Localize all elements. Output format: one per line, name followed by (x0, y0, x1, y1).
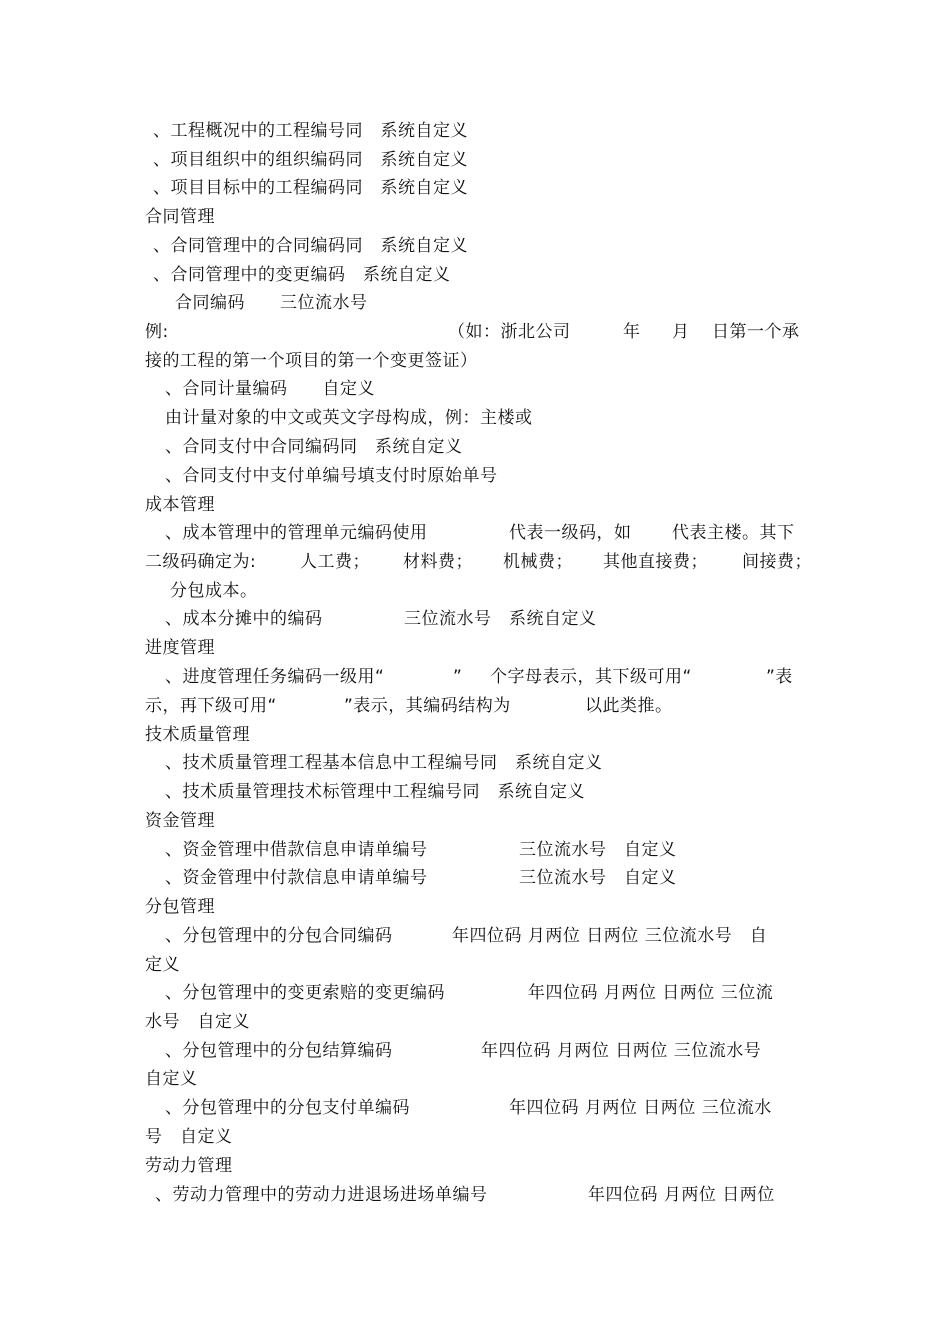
text-line: 、技术质量管理工程基本信息中工程编号同 系统自定义 (165, 753, 603, 773)
text-line: 、分包管理中的分包支付单编码 (165, 1098, 410, 1118)
text-line: 其他直接费； (603, 552, 708, 572)
text-line: 三位流水号 自定义 (519, 868, 677, 888)
text-line: ”表示，其编码结构为 (344, 696, 511, 716)
text-line: 水号 自定义 (145, 1012, 250, 1032)
text-line: 、成本分摊中的编码 (165, 609, 323, 629)
text-line: 例: (145, 322, 169, 342)
text-line: 机械费； (503, 552, 573, 572)
text-line: ”表 (766, 667, 793, 687)
text-line: 二级码确定为: (145, 552, 257, 572)
text-line: 以此类推。 (585, 696, 673, 716)
text-line: 三位流水号 系统自定义 (404, 609, 597, 629)
text-line: 、项目组织中的组织编码同 系统自定义 (153, 150, 468, 170)
text-line: 月 (672, 322, 690, 342)
section-heading: 合同管理 (145, 207, 215, 227)
text-line: 自定义 (145, 1069, 198, 1089)
text-line: 年 (623, 322, 641, 342)
text-line: 年四位码 月两位 日两位 三位流 (528, 983, 774, 1003)
text-line: 号 自定义 (145, 1127, 233, 1147)
text-line: 、合同支付中支付单编号填支付时原始单号 (165, 466, 498, 486)
text-line: 、资金管理中借款信息申请单编号 (165, 840, 428, 860)
text-line: 、工程概况中的工程编号同 系统自定义 (153, 121, 468, 141)
text-line: 、合同管理中的合同编码同 系统自定义 (153, 236, 468, 256)
text-line: 、合同支付中合同编码同 系统自定义 (165, 437, 463, 457)
text-line: 、项目目标中的工程编码同 系统自定义 (153, 178, 468, 198)
text-line: 分包成本。 (170, 581, 258, 601)
text-line: 代表一级码，如 (509, 523, 632, 543)
section-heading: 分包管理 (145, 897, 215, 917)
text-line: 定义 (145, 955, 180, 975)
text-line: 个字母表示，其下级可用“ (490, 667, 692, 687)
text-line: 、劳动力管理中的劳动力进退场进场单编号 (155, 1185, 488, 1205)
text-line: 三位流水号 自定义 (519, 840, 677, 860)
text-line: 日第一个承 (712, 322, 800, 342)
text-line: 、成本管理中的管理单元编码使用 (165, 523, 428, 543)
text-line: 合同编码 三位流水号 (175, 293, 368, 313)
text-line: 年四位码 月两位 日两位 三位流水号 自 (452, 926, 768, 946)
text-line: 接的工程的第一个项目的第一个变更签证） (145, 351, 478, 371)
text-line: 间接费； (742, 552, 812, 572)
text-line: 、合同计量编码 自定义 (165, 379, 375, 399)
text-line: 材料费； (403, 552, 473, 572)
section-heading: 资金管理 (145, 811, 215, 831)
text-line: 、技术质量管理技术标管理中工程编号同 系统自定义 (165, 782, 585, 802)
text-line: 年四位码 月两位 日两位 三位流水号 (481, 1041, 762, 1061)
text-line: 、合同管理中的变更编码 系统自定义 (153, 265, 451, 285)
section-heading: 技术质量管理 (145, 725, 250, 745)
section-heading: 劳动力管理 (145, 1156, 233, 1176)
text-line: 、分包管理中的分包合同编码 (165, 926, 393, 946)
text-line: 代表主楼。其下 (672, 523, 795, 543)
text-line: 、分包管理中的分包结算编码 (165, 1041, 393, 1061)
text-line: 由计量对象的中文或英文字母构成，例：主楼或 (165, 408, 533, 428)
text-line: 、资金管理中付款信息申请单编号 (165, 868, 428, 888)
text-line: （如：浙北公司 (448, 322, 571, 342)
text-line: 、进度管理任务编码一级用“ (165, 667, 385, 687)
text-line: 、分包管理中的变更索赔的变更编码 (165, 983, 445, 1003)
text-line: 年四位码 月两位 日两位 三位流水 (509, 1098, 772, 1118)
text-line: ” (453, 667, 463, 687)
text-line: 年四位码 月两位 日两位 (588, 1185, 775, 1205)
text-line: 示，再下级可用“ (145, 696, 277, 716)
section-heading: 进度管理 (145, 638, 215, 658)
section-heading: 成本管理 (145, 495, 215, 515)
text-line: 人工费； (300, 552, 370, 572)
